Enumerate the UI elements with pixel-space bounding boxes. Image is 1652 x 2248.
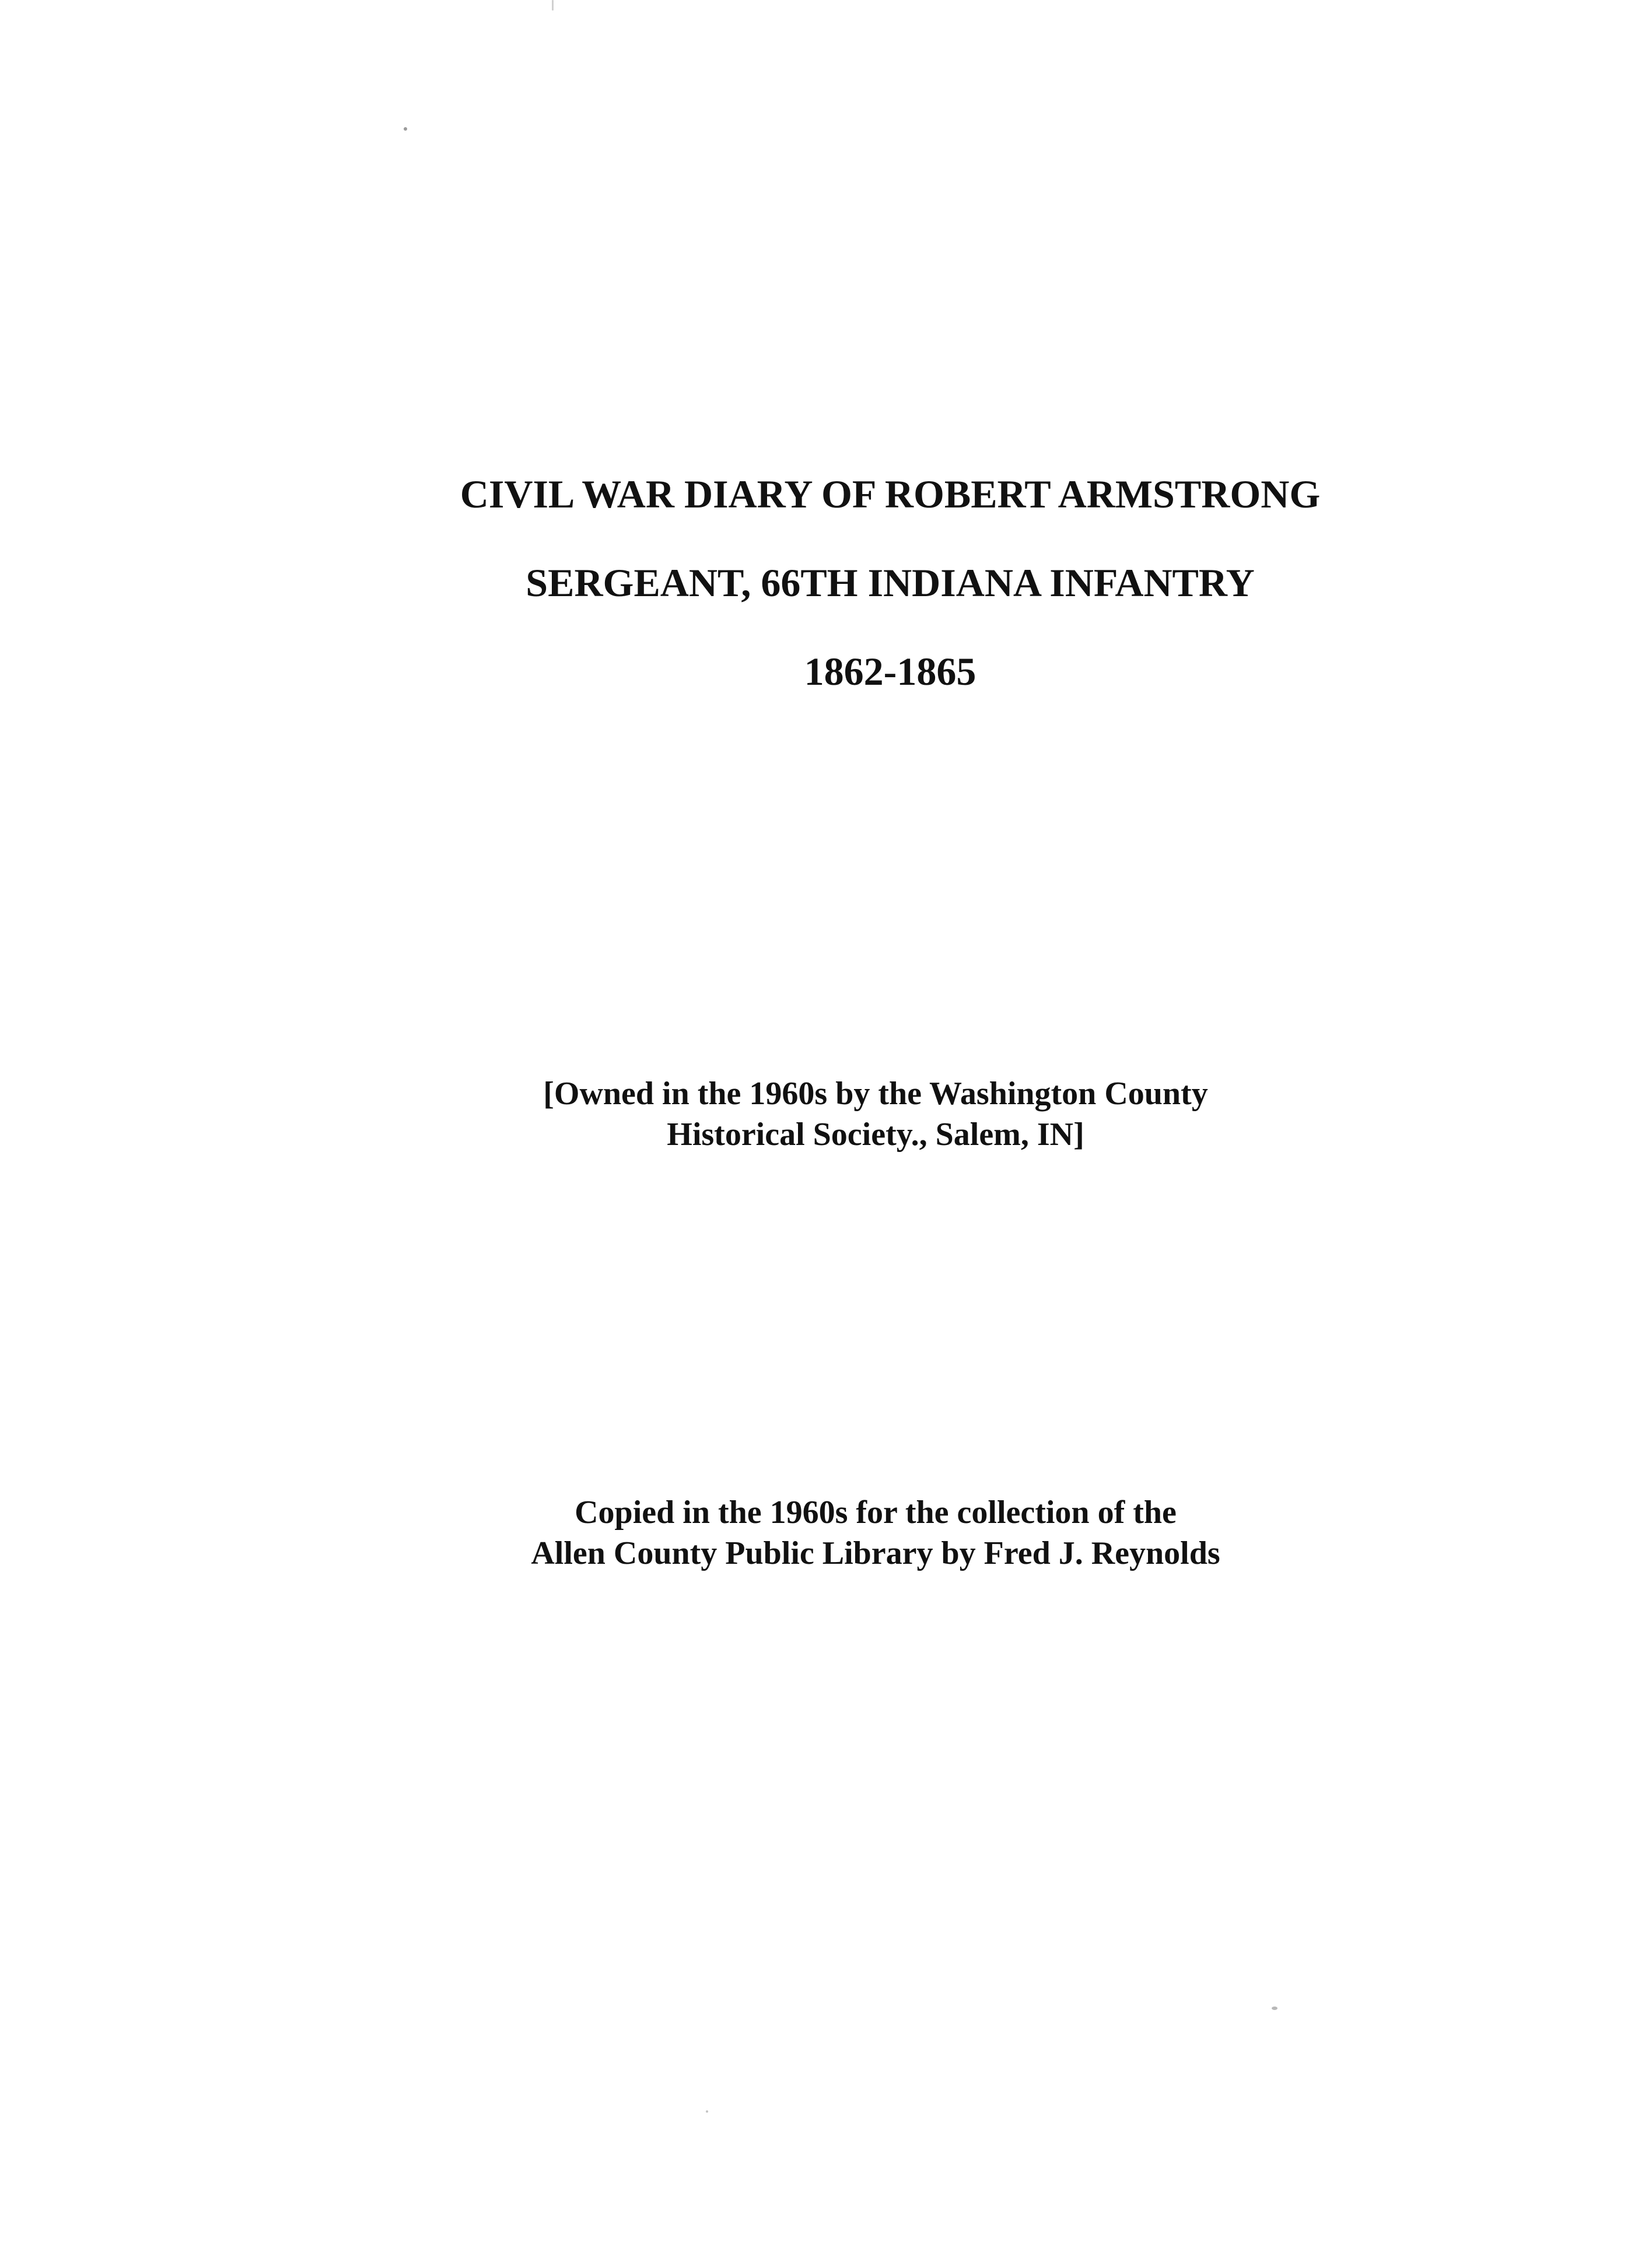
ownership-note-line: Historical Society., Salem, IN]	[667, 1116, 1084, 1153]
scan-speck	[706, 2110, 708, 2113]
scan-speck	[552, 0, 554, 10]
scan-speck	[1272, 2007, 1278, 2010]
scan-speck	[404, 127, 407, 131]
title-line-diary-name: CIVIL WAR DIARY OF ROBERT ARMSTRONG	[460, 472, 1321, 516]
ownership-note-line: [Owned in the 1960s by the Washington County	[543, 1076, 1208, 1112]
title-line-years: 1862-1865	[804, 649, 977, 694]
copy-note-line: Copied in the 1960s for the collection of the	[575, 1494, 1177, 1531]
copy-note-line: Allen County Public Library by Fred J. Reynolds	[531, 1535, 1220, 1571]
title-line-rank-regiment: SERGEANT, 66TH INDIANA INFANTRY	[526, 561, 1255, 605]
